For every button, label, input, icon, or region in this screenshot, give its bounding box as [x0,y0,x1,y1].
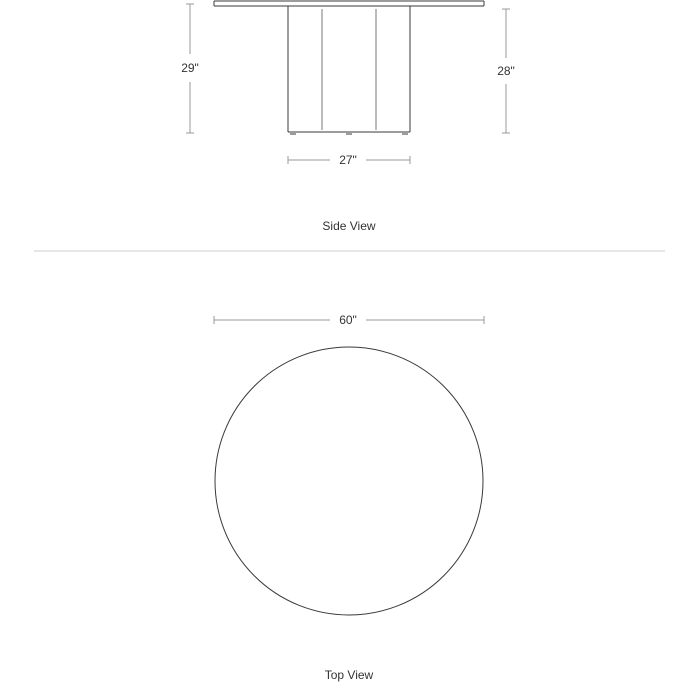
base-height-label: 28" [497,64,515,78]
table-top-profile [214,1,484,6]
pedestal-base [288,6,410,134]
top-view [214,313,484,682]
base-width-dimension [288,153,410,167]
base-height-dimension [497,9,515,133]
side-view [181,1,515,233]
side-view-caption: Side View [322,219,376,233]
overall-height-label: 29" [181,61,199,75]
diameter-dimension [214,313,484,327]
base-width-label: 27" [339,153,357,167]
overall-height-dimension [181,4,199,133]
top-view-caption: Top View [324,668,374,682]
diameter-label: 60" [339,313,357,327]
table-top-circle [215,347,483,615]
